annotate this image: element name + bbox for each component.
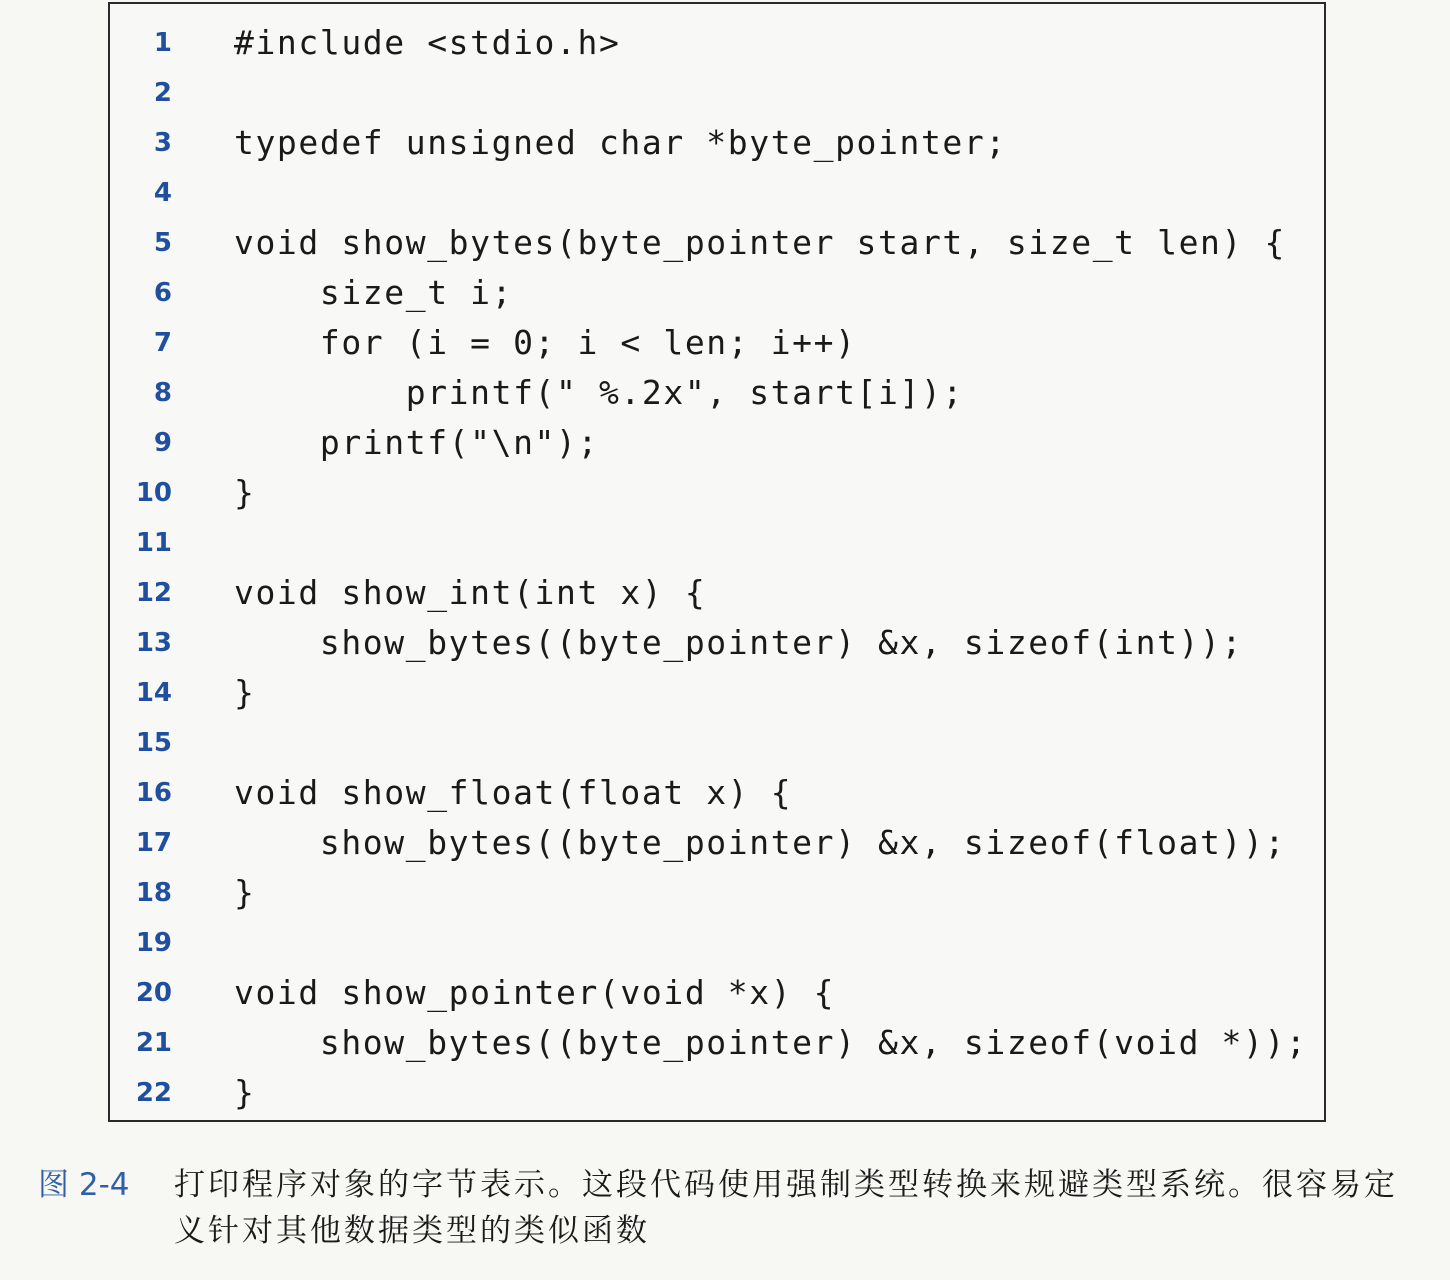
line-code: show_bytes((byte_pointer) &x, sizeof(void *)); (234, 1023, 1308, 1062)
line-number: 10 (135, 478, 172, 508)
code-line (110, 718, 1324, 768)
line-number: 9 (153, 428, 172, 458)
code-line (110, 1018, 1324, 1068)
code-line (110, 68, 1324, 118)
code-line (110, 568, 1324, 618)
line-code: show_bytes((byte_pointer) &x, sizeof(float)); (234, 823, 1286, 862)
line-number: 17 (135, 828, 172, 858)
line-code: #include <stdio.h> (234, 23, 621, 62)
line-number: 5 (153, 228, 172, 258)
line-code: printf(" %.2x", start[i]); (234, 373, 964, 412)
line-number: 22 (135, 1078, 172, 1108)
line-number: 4 (153, 178, 172, 208)
line-code: typedef unsigned char *byte_pointer; (234, 123, 1007, 162)
code-line (110, 368, 1324, 418)
line-number: 11 (135, 528, 172, 558)
line-number: 15 (135, 728, 172, 758)
line-number: 18 (135, 878, 172, 908)
line-number: 19 (135, 928, 172, 958)
code-line (110, 468, 1324, 518)
line-code: } (234, 873, 256, 912)
line-code: for (i = 0; i < len; i++) (234, 323, 857, 362)
line-code: } (234, 473, 256, 512)
code-line (110, 1068, 1324, 1118)
line-code: size_t i; (234, 273, 514, 312)
code-line (110, 268, 1324, 318)
code-line (110, 868, 1324, 918)
line-code: void show_int(int x) { (234, 573, 707, 612)
line-code: } (234, 673, 256, 712)
line-number: 2 (153, 78, 172, 108)
line-number: 14 (135, 678, 172, 708)
code-line (110, 168, 1324, 218)
code-line (110, 18, 1324, 68)
line-code: printf("\n"); (234, 423, 599, 462)
code-line (110, 768, 1324, 818)
code-line (110, 418, 1324, 468)
code-line (110, 518, 1324, 568)
code-line (110, 918, 1324, 968)
line-code: void show_pointer(void *x) { (234, 973, 836, 1012)
caption-text: 打印程序对象的字节表示。这段代码使用强制类型转换来规避类型系统。很容易定义针对其他数据类型的类似函数 (174, 1167, 1398, 1249)
line-number: 1 (153, 28, 172, 58)
line-number: 3 (153, 128, 172, 158)
line-number: 12 (135, 578, 172, 608)
code-listing (108, 2, 1326, 1122)
line-number: 7 (153, 328, 172, 358)
code-line (110, 118, 1324, 168)
figure-label: 图 2-4 (38, 1167, 130, 1203)
line-number: 16 (135, 778, 172, 808)
code-line (110, 618, 1324, 668)
line-code: void show_bytes(byte_pointer start, size_t len) { (234, 223, 1286, 262)
line-code: } (234, 1073, 256, 1112)
line-number: 21 (135, 1028, 172, 1058)
code-line (110, 318, 1324, 368)
code-line (110, 818, 1324, 868)
line-code: show_bytes((byte_pointer) &x, sizeof(int)); (234, 623, 1243, 662)
line-code: void show_float(float x) { (234, 773, 793, 812)
line-number: 13 (135, 628, 172, 658)
line-number: 20 (135, 978, 172, 1008)
line-number: 6 (153, 278, 172, 308)
line-number: 8 (153, 378, 172, 408)
code-line (110, 218, 1324, 268)
code-line (110, 968, 1324, 1018)
code-line (110, 668, 1324, 718)
